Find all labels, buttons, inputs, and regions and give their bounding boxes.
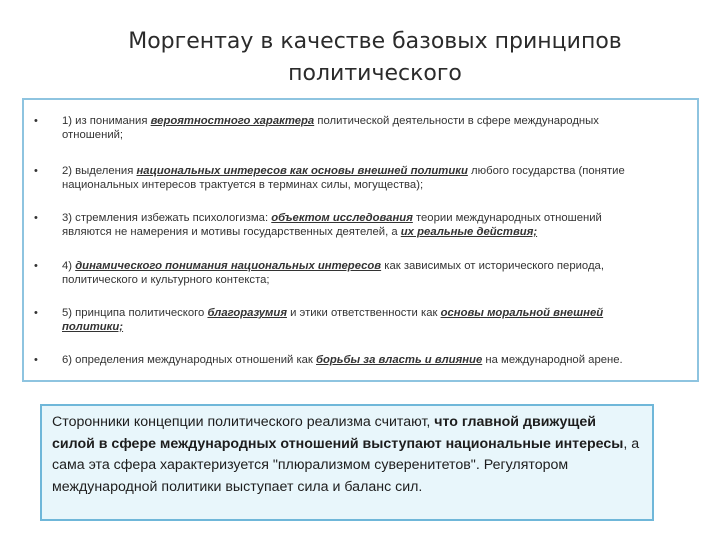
bullet-icon: • — [34, 354, 38, 366]
summary-text: Сторонники концепции политического реализма считают, — [52, 414, 435, 430]
principles-list: • 1) из понимания вероятностного характера политической деятельности в сфере международных отношений; • 2) выделения национальных интересов как основы внешней политики любого государства (понятие национальных интересов трактуется в терминах силы, могущества); • 3) стремления избежать психологизма: объектом исследования теории международных отношений являются не намерения и мотивы государственных деятелей, а их реальные действия; • 4) динамического понимания национальных интересов как зависимых от исторического периода, политического и культурного контекста; • 5) принципа политического благоразумия и этики ответственности как основы моральной внешней политики; • 6) определения международных отношений как борьбы за власть и влияние на международной арене. — [22, 98, 699, 382]
summary-box — [40, 404, 654, 521]
bullet-icon: • — [34, 115, 38, 127]
summary-text-end: , а сама эта сфера характеризуется "плюрализмом суверенитетов". Регулятором международной политики выступает сила и баланс сил. — [52, 435, 640, 495]
bullet-icon: • — [34, 212, 38, 224]
title-line-1: Моргентау в качестве базовых принципов политического — [128, 29, 622, 86]
bullet-icon: • — [34, 307, 38, 319]
bullet-icon: • — [34, 165, 38, 177]
summary-bold: что главной движущей силой в сфере международных отношений выступают национальные интересы — [52, 414, 624, 452]
bullet-icon: • — [34, 260, 38, 272]
